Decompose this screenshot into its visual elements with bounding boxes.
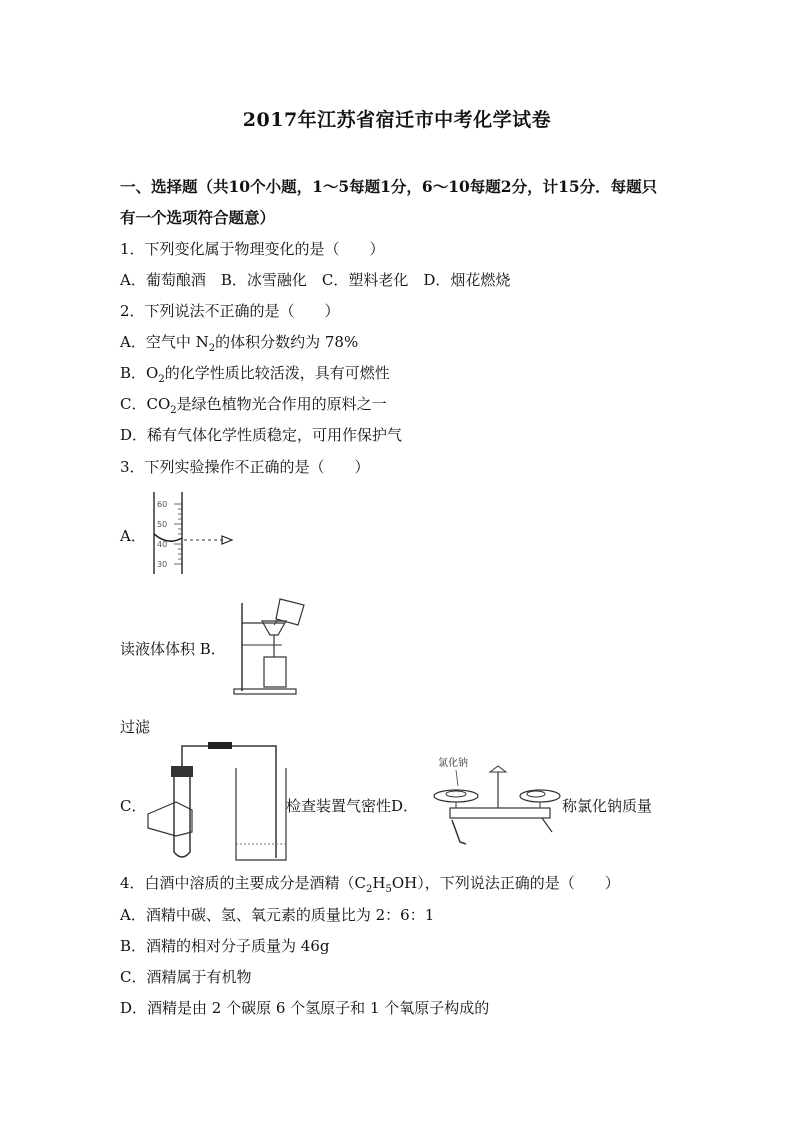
q4-option-c: C．酒精属于有机物 xyxy=(120,968,252,986)
q3-option-b-caption: 过滤 xyxy=(120,718,151,736)
hand-icon xyxy=(148,802,192,836)
graduated-cylinder-figure xyxy=(148,490,248,580)
q3-option-cd-label: 检查装置气密性D． xyxy=(286,797,419,815)
balance-substance-label: 氯化钠 xyxy=(438,758,468,769)
q3-option-d-caption: 称氯化钠质量 xyxy=(562,797,653,815)
cylinder-tick-label: 40 xyxy=(157,540,168,549)
q2-option-c: C．$CO_2$是绿色植物光合作用的原料之一 xyxy=(120,395,387,416)
eye-icon xyxy=(222,536,232,544)
cylinder-tick-label: 50 xyxy=(157,520,168,529)
filtration-figure xyxy=(232,595,312,700)
balance-figure xyxy=(430,752,562,852)
section-heading-line2: 有一个选项符合题意） xyxy=(120,208,276,227)
q3-stem: 3．下列实验操作不正确的是（ ） xyxy=(120,458,370,476)
airtightness-figure xyxy=(146,740,286,865)
q4-option-d: D．酒精是由 2 个碳原 6 个氢原子和 1 个氧原子构成的 xyxy=(120,999,490,1017)
q1-options: A．葡萄酿酒 B．冰雪融化 C．塑料老化 D．烟花燃烧 xyxy=(120,271,511,289)
q2-stem: 2．下列说法不正确的是（ ） xyxy=(120,302,340,320)
q4-option-a: A．酒精中碳、氢、氧元素的质量比为 2：6：1 xyxy=(120,906,435,924)
page-title: 2017年江苏省宿迁市中考化学试卷 xyxy=(242,109,552,131)
q2-option-b: B．$O_2$的化学性质比较活泼，具有可燃性 xyxy=(120,364,390,385)
q1-stem: 1．下列变化属于物理变化的是（ ） xyxy=(120,240,385,258)
section-heading-line1: 一、选择题（共10个小题，1～5每题1分，6～10每题2分，计15分．每题只 xyxy=(120,177,658,196)
q2-option-d: D．稀有气体化学性质稳定，可用作保护气 xyxy=(120,426,403,444)
q2-option-a: A．空气中 $N_2$的体积分数约为 78% xyxy=(120,333,359,354)
q3-option-b-label: 读液体体积 B． xyxy=(120,640,226,658)
q4-option-b: B．酒精的相对分子质量为 46g xyxy=(120,937,330,955)
cylinder-tick-label: 60 xyxy=(157,500,168,509)
cylinder-tick-label: 30 xyxy=(157,560,168,569)
q3-option-a-label: A． xyxy=(120,527,146,545)
q3-option-c-label: C． xyxy=(120,797,147,815)
q4-stem: 4．白酒中溶质的主要成分是酒精$(C_2H_5OH)$，下列说法正确的是（ ） xyxy=(120,874,620,895)
